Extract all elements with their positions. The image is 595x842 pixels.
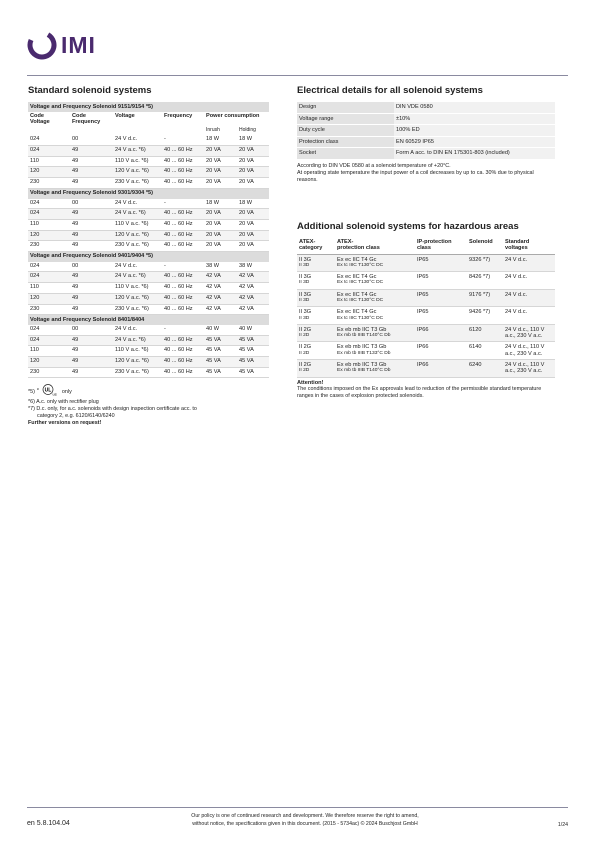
- table-cell: 42 VA: [237, 304, 269, 315]
- table-cell: 00: [70, 325, 113, 335]
- table-cell: Ex eb mb IIC T3 Gb Ex mb tb IIIB T140°C Db: [335, 360, 415, 378]
- footnote-6: *6) A.c. only with rectifier plug: [28, 399, 99, 406]
- table-cell: Solenoid: [467, 238, 503, 255]
- table-cell: II 2G II 2D: [297, 324, 335, 342]
- table-cell: 49: [70, 145, 113, 156]
- table-cell: ±10%: [394, 113, 555, 125]
- table-row: [28, 304, 269, 315]
- table-cell: 42 VA: [204, 293, 237, 304]
- table-cell: 024: [28, 199, 70, 209]
- table-cell: 38 W: [237, 262, 269, 272]
- table-cell: 9326 *7): [467, 254, 503, 272]
- table-cell: II 3G II 3D: [297, 272, 335, 290]
- section-title: Additional solenoid systems for hazardous areas: [297, 220, 519, 232]
- table-cell: 40 ... 60 Hz: [162, 272, 204, 283]
- table-cell: 110 V a.c. *6): [113, 283, 162, 294]
- table-cell: 20 VA: [237, 241, 269, 252]
- table-cell: 20 VA: [204, 145, 237, 156]
- table-cell: Ex eb mb IIC T3 Gb Ex mb tb IIIB T133°C Db: [335, 342, 415, 360]
- table-row: [297, 289, 555, 307]
- table-cell: 20 VA: [237, 167, 269, 178]
- table-row: [28, 357, 269, 368]
- table-cell: 00: [70, 199, 113, 209]
- table-cell: 110 V a.c. *6): [113, 219, 162, 230]
- table-cell: 230: [28, 178, 70, 189]
- table-cell: 20 VA: [237, 178, 269, 189]
- table-cell: 49: [70, 367, 113, 378]
- table-cell: 40 ... 60 Hz: [162, 167, 204, 178]
- solenoid-table: [28, 102, 269, 378]
- table-row: [297, 254, 555, 272]
- table-cell: 40 ... 60 Hz: [162, 357, 204, 368]
- table-cell: ATEX- category: [297, 238, 335, 255]
- column-header-row: [28, 112, 269, 126]
- table-cell: -: [162, 199, 204, 209]
- table-cell: 110: [28, 219, 70, 230]
- table-cell: 42 VA: [237, 293, 269, 304]
- table-row: [28, 167, 269, 178]
- table-cell: 230: [28, 367, 70, 378]
- table-cell: 45 VA: [204, 367, 237, 378]
- table-row: [28, 145, 269, 156]
- table-cell: 42 VA: [237, 283, 269, 294]
- table-cell: 45 VA: [237, 367, 269, 378]
- table-cell: Voltage and Frequency Solenoid 9401/9404 *5): [28, 251, 269, 261]
- table-cell: 49: [70, 335, 113, 346]
- footnotes: [28, 384, 269, 427]
- footnote-7: *7) D.c. only, for a.c. solenoids with design inspection certificate acc. to: [28, 406, 197, 413]
- table-cell: 110 V a.c. *6): [113, 346, 162, 357]
- table-row: [28, 241, 269, 252]
- table-cell: 40 ... 60 Hz: [162, 178, 204, 189]
- table-cell: Holding: [239, 126, 256, 133]
- table-cell: 100% ED: [394, 125, 555, 137]
- table-cell: 49: [70, 346, 113, 357]
- table-cell: 230 V a.c. *6): [113, 241, 162, 252]
- table-row: [297, 102, 555, 113]
- table-cell: Socket: [297, 148, 394, 160]
- table-cell: 24 V d.c.: [113, 199, 162, 209]
- svg-text:c: c: [37, 386, 40, 392]
- table-cell: Frequency: [164, 112, 193, 119]
- table-cell: 20 VA: [204, 156, 237, 167]
- table-cell: Inrush: [206, 126, 220, 133]
- table-cell: 45 VA: [204, 335, 237, 346]
- table-cell: 45 VA: [237, 335, 269, 346]
- section-title: Standard solenoid systems: [28, 85, 152, 96]
- table-cell: 110: [28, 346, 70, 357]
- table-cell: 6240: [467, 360, 503, 378]
- table-cell: 20 VA: [204, 219, 237, 230]
- table-cell: 40 ... 60 Hz: [162, 156, 204, 167]
- table-cell: 40 ... 60 Hz: [162, 304, 204, 315]
- table-cell: Ex ec IIC T4 Gc Ex tc IIIC T130°C DC: [335, 289, 415, 307]
- table-cell: 20 VA: [237, 145, 269, 156]
- table-cell: Ex ec IIC T4 Gc Ex tc IIIC T130°C DC: [335, 272, 415, 290]
- table-cell: 24 V d.c., 110 V a.c., 230 V a.c.: [503, 360, 555, 378]
- table-cell: 20 VA: [237, 209, 269, 220]
- table-cell: Standard voltages: [503, 238, 555, 255]
- header-rule: [27, 75, 568, 76]
- table-cell: 18 W: [204, 135, 237, 145]
- section-title: Electrical details for all solenoid systems: [297, 85, 483, 96]
- svg-text:UL: UL: [45, 387, 52, 394]
- table-cell: 00: [70, 262, 113, 272]
- table-cell: Duty cycle: [297, 125, 394, 137]
- table-cell: 18 W: [237, 135, 269, 145]
- imi-logo-icon: [27, 30, 57, 60]
- table-cell: 40 ... 60 Hz: [162, 241, 204, 252]
- table-cell: 49: [70, 272, 113, 283]
- table-row: [28, 262, 269, 272]
- table-cell: 230: [28, 304, 70, 315]
- table-cell: DIN VDE 0580: [394, 102, 555, 113]
- ul-listed-icon: [37, 384, 59, 399]
- electrical-details-section: [297, 85, 555, 400]
- table-cell: IP65: [415, 307, 467, 325]
- table-row: [28, 325, 269, 335]
- table-cell: 24 V a.c. *6): [113, 145, 162, 156]
- table-row: [297, 360, 555, 378]
- attention-label: Attention!: [297, 379, 324, 386]
- table-row: [297, 148, 555, 160]
- table-cell: 40 ... 60 Hz: [162, 293, 204, 304]
- table-cell: 24 V d.c.: [113, 135, 162, 145]
- standard-solenoid-section: [28, 85, 269, 427]
- table-cell: 110 V a.c. *6): [113, 156, 162, 167]
- table-cell: Form A acc. to DIN EN 175301-803 (included): [394, 148, 555, 160]
- table-row: [28, 272, 269, 283]
- table-cell: 40 ... 60 Hz: [162, 367, 204, 378]
- table-cell: 49: [70, 167, 113, 178]
- table-cell: 110: [28, 283, 70, 294]
- table-cell: 120: [28, 293, 70, 304]
- table-cell: 38 W: [204, 262, 237, 272]
- note-temperature: At operating state temperature the input power of a coil decreases by up to ca. 30% due to physical reasons.: [297, 169, 534, 183]
- table-cell: 20 VA: [204, 209, 237, 220]
- table-row: [297, 342, 555, 360]
- further-versions-note: Further versions on request!: [28, 420, 102, 427]
- table-cell: 24 V d.c.: [503, 254, 555, 272]
- table-cell: 24 V d.c.: [113, 325, 162, 335]
- section-header-row: [28, 315, 269, 325]
- table-cell: 024: [28, 335, 70, 346]
- table-cell: 49: [70, 230, 113, 241]
- table-cell: 230 V a.c. *6): [113, 367, 162, 378]
- table-cell: 40 ... 60 Hz: [162, 209, 204, 220]
- table-cell: Voltage and Frequency Solenoid 9301/9304 *5): [28, 188, 269, 198]
- table-cell: 40 ... 60 Hz: [162, 283, 204, 294]
- column-header-row: [297, 238, 555, 255]
- table-cell: 40 ... 60 Hz: [162, 335, 204, 346]
- table-cell: 024: [28, 209, 70, 220]
- table-cell: Design: [297, 102, 394, 113]
- table-row: [28, 209, 269, 220]
- table-cell: Code Frequency: [72, 112, 101, 126]
- table-cell: 6140: [467, 342, 503, 360]
- table-cell: 42 VA: [204, 272, 237, 283]
- table-cell: 45 VA: [204, 357, 237, 368]
- table-cell: Ex eb mb IIC T3 Gb Ex mb tb IIIB T140°C Db: [335, 324, 415, 342]
- table-cell: IP66: [415, 324, 467, 342]
- table-row: [28, 335, 269, 346]
- table-cell: IP66: [415, 342, 467, 360]
- table-cell: -: [162, 135, 204, 145]
- note-vde: According to DIN VDE 0580 at a solenoid temperature of +20°C.: [297, 162, 451, 169]
- table-cell: -: [162, 325, 204, 335]
- table-cell: 24 V a.c. *6): [113, 335, 162, 346]
- table-cell: 40 W: [204, 325, 237, 335]
- table-cell: EN 60529 IP65: [394, 136, 555, 148]
- logo-text: IMI: [61, 31, 96, 58]
- imi-logo: [27, 30, 96, 60]
- table-row: [28, 346, 269, 357]
- hazardous-table: [297, 238, 555, 378]
- table-cell: 024: [28, 145, 70, 156]
- table-cell: Voltage range: [297, 113, 394, 125]
- table-cell: 40 ... 60 Hz: [162, 145, 204, 156]
- table-row: [28, 156, 269, 167]
- footer-rule: [27, 807, 568, 808]
- table-cell: 230 V a.c. *6): [113, 178, 162, 189]
- section-header-row: [28, 102, 269, 112]
- table-cell: 20 VA: [237, 156, 269, 167]
- table-row: [28, 293, 269, 304]
- table-cell: Power consumption: [206, 112, 260, 119]
- footnote-5: *5) c UL us only: [28, 384, 269, 399]
- table-row: [28, 283, 269, 294]
- table-cell: 024: [28, 135, 70, 145]
- table-cell: 18 W: [237, 199, 269, 209]
- table-cell: 20 VA: [204, 167, 237, 178]
- table-cell: II 2G II 2D: [297, 360, 335, 378]
- table-cell: Protection class: [297, 136, 394, 148]
- table-cell: 40 ... 60 Hz: [162, 219, 204, 230]
- table-cell: 24 V d.c.: [503, 272, 555, 290]
- section-header-row: [28, 188, 269, 198]
- table-cell: 8426 *7): [467, 272, 503, 290]
- table-cell: Voltage and Frequency Solenoid 8401/8404: [28, 315, 269, 325]
- table-cell: 120: [28, 167, 70, 178]
- table-row: [28, 178, 269, 189]
- table-cell: 6120: [467, 324, 503, 342]
- table-cell: II 3G II 3D: [297, 307, 335, 325]
- table-cell: 120 V a.c. *6): [113, 167, 162, 178]
- table-cell: 024: [28, 262, 70, 272]
- table-cell: IP66: [415, 360, 467, 378]
- table-cell: II 3G II 3D: [297, 254, 335, 272]
- table-cell: 00: [70, 135, 113, 145]
- table-cell: 42 VA: [204, 304, 237, 315]
- table-cell: 20 VA: [237, 230, 269, 241]
- table-cell: 49: [70, 178, 113, 189]
- table-row: [297, 113, 555, 125]
- table-cell: 40 W: [237, 325, 269, 335]
- table-cell: ATEX- protection class: [335, 238, 415, 255]
- table-cell: IP65: [415, 289, 467, 307]
- table-cell: 24 V d.c.: [503, 289, 555, 307]
- table-cell: 18 W: [204, 199, 237, 209]
- table-cell: 49: [70, 219, 113, 230]
- table-cell: 49: [70, 357, 113, 368]
- table-cell: 20 VA: [204, 241, 237, 252]
- table-row: [297, 307, 555, 325]
- table-cell: 230 V a.c. *6): [113, 304, 162, 315]
- table-cell: 45 VA: [237, 357, 269, 368]
- table-row: [297, 136, 555, 148]
- table-cell: 45 VA: [237, 346, 269, 357]
- svg-text:us: us: [52, 391, 58, 397]
- table-cell: 49: [70, 304, 113, 315]
- table-cell: 24 V a.c. *6): [113, 272, 162, 283]
- table-row: [28, 219, 269, 230]
- table-cell: 120 V a.c. *6): [113, 293, 162, 304]
- table-row: [297, 272, 555, 290]
- table-cell: 49: [70, 241, 113, 252]
- table-cell: 40 ... 60 Hz: [162, 230, 204, 241]
- table-cell: Voltage: [115, 112, 135, 119]
- table-cell: 9176 *7): [467, 289, 503, 307]
- table-cell: Ex ec IIC T4 Gc Ex tc IIIC T130°C DC: [335, 307, 415, 325]
- footnote-7-cont: category 2, e.g. 6120/6140/6240: [37, 413, 115, 420]
- attention-text: The conditions imposed on the Ex approvals lead to reduction of the permissible standard temperature ranges in the cases of explosion protected solenoids.: [297, 385, 542, 399]
- table-cell: II 2G II 2D: [297, 342, 335, 360]
- table-cell: 49: [70, 156, 113, 167]
- table-cell: 120 V a.c. *6): [113, 230, 162, 241]
- table-cell: 20 VA: [204, 178, 237, 189]
- table-cell: 45 VA: [204, 346, 237, 357]
- table-row: [28, 230, 269, 241]
- table-row: [297, 324, 555, 342]
- table-cell: 24 V d.c., 110 V a.c., 230 V a.c.: [503, 324, 555, 342]
- table-cell: Voltage and Frequency Solenoid 9151/9154 *5): [28, 102, 269, 112]
- policy-text: Our policy is one of continued research and development. We therefore reserve the right to amend, without notice, the specifications given in this document. (2015 - 5734ac) © 2024 Buschjost GmbH: [191, 813, 419, 827]
- sub-header-row: [28, 126, 269, 136]
- section-header-row: [28, 251, 269, 261]
- table-cell: 20 VA: [204, 230, 237, 241]
- table-cell: 49: [70, 283, 113, 294]
- page-number: 1/24: [557, 822, 568, 828]
- table-cell: 24 V d.c.: [113, 262, 162, 272]
- table-row: [297, 125, 555, 137]
- table-cell: II 3G II 3D: [297, 289, 335, 307]
- table-cell: 40 ... 60 Hz: [162, 346, 204, 357]
- table-cell: 24 V d.c., 110 V a.c., 230 V a.c.: [503, 342, 555, 360]
- table-cell: 49: [70, 293, 113, 304]
- table-cell: 9426 *7): [467, 307, 503, 325]
- table-cell: -: [162, 262, 204, 272]
- table-cell: 110: [28, 156, 70, 167]
- table-cell: 49: [70, 209, 113, 220]
- table-cell: IP65: [415, 254, 467, 272]
- table-cell: 24 V d.c.: [503, 307, 555, 325]
- table-cell: IP-protection class: [415, 238, 467, 255]
- table-cell: 42 VA: [204, 283, 237, 294]
- table-cell: IP65: [415, 272, 467, 290]
- table-cell: 120 V a.c. *6): [113, 357, 162, 368]
- table-row: [28, 367, 269, 378]
- table-cell: Ex ec IIC T4 Gc Ex tc IIIC T130°C DC: [335, 254, 415, 272]
- table-cell: 42 VA: [237, 272, 269, 283]
- electrical-table: [297, 102, 555, 160]
- table-cell: 230: [28, 241, 70, 252]
- table-cell: 024: [28, 272, 70, 283]
- table-cell: Code Voltage: [30, 112, 50, 126]
- table-cell: 120: [28, 230, 70, 241]
- table-cell: 024: [28, 325, 70, 335]
- table-cell: 20 VA: [237, 219, 269, 230]
- table-cell: 120: [28, 357, 70, 368]
- document-number: en 5.8.104.04: [27, 820, 70, 827]
- table-row: [28, 135, 269, 145]
- table-row: [28, 199, 269, 209]
- table-cell: 24 V a.c. *6): [113, 209, 162, 220]
